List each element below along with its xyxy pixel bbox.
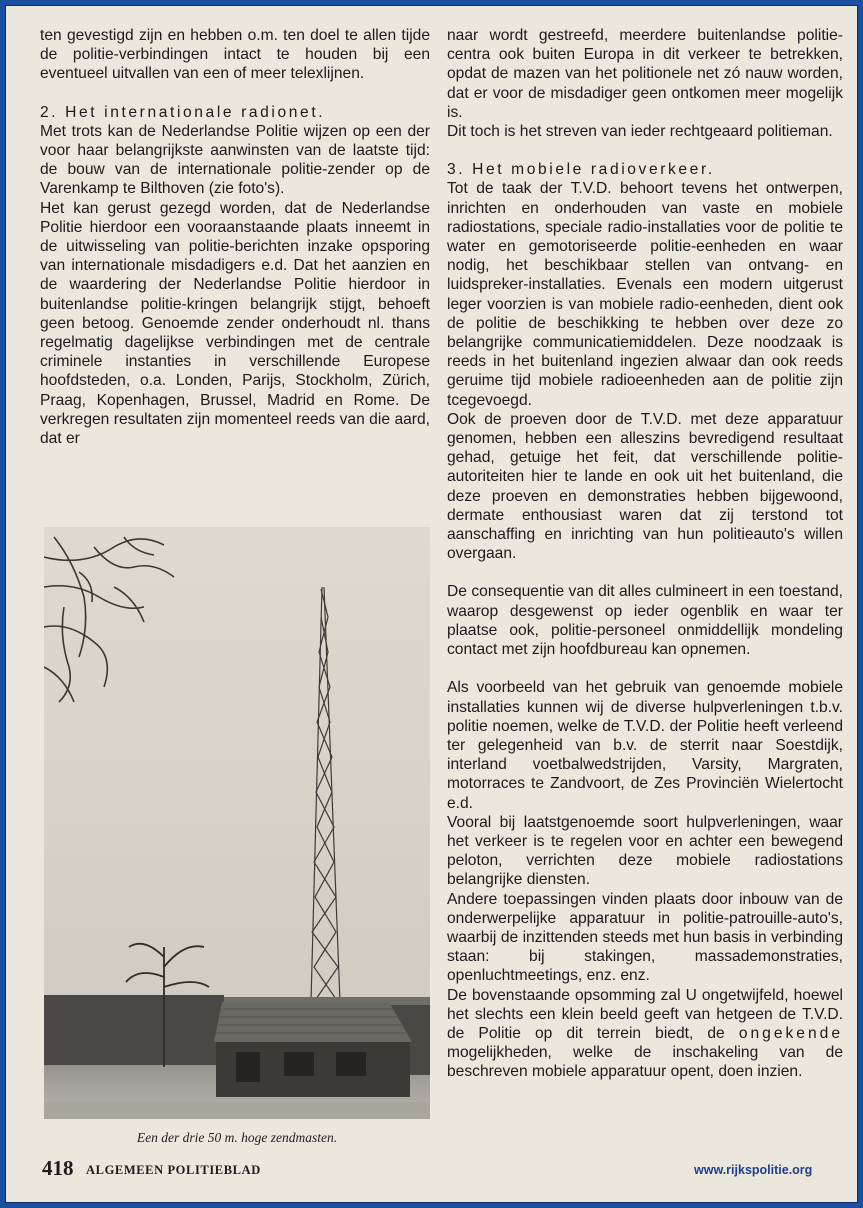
left-column [40,26,430,448]
right-column [447,26,843,1082]
section-3-paragraph-7 [447,986,843,1082]
continuation-paragraph: naar wordt gestreefd, meerdere buitenlandse politie-centra ook buiten Europa in dit verkeer te betrekken, opdat de mazen van het politionele net zó nauw worden, dat er voor de misdadiger geen ontkomen meer mogelijk is. [447,27,843,121]
section-2-paragraph-1: Met trots kan de Nederlandse Politie wijzen op een der voor haar belangrijkste aanwinsten van de laatste tijd: de bouw van de internationale politie-zender op de Varenkamp te Bilthoven (zie foto's). [40,122,430,198]
section-3-paragraph-2: Ook de proeven door de T.V.D. met deze apparatuur genomen, hebben een alleszins bevredigend resultaat gehad, getuige het feit, dat verschillende politie-autoriteiten hier te lande en ook uit het buitenland, die deze proeven en demonstraties hebben bijgewoond, dermate enthousiast waren dat zij terstond tot aanschaffing en inrichting van hun politieauto's willen overgaan. [447,410,843,563]
paragraph-7-end: mogelijkheden, welke de inschakeling van de beschreven mobiele apparatuur opent, doen inzien. [447,1044,843,1081]
page [5,5,858,1203]
photo-caption: Een der drie 50 m. hoge zendmasten. [136,1130,338,1145]
section-3-paragraph-1: Tot de taak der T.V.D. behoort tevens het ontwerpen, inrichten en onderhouden van vaste en mobiele radiostations, speciale radio-installaties voor de politie te water en gemotoriseerde politie-eenheden en waar nodig, het beschikbaar stellen van ontvang- en luidspreker-installaties. Evenals een modern uitgerust leger voorzien is van mobiele radio-eenheden, dient ook de politie de beschikking te hebben over deze zo belangrijke communicatiemiddelen. Deze noodzaak is reeds in het buitenland ingezien alwaar dan ook reeds geruime tijd mobiele radioeenheden aan de politie zijn tcegevoegd. [447,180,843,409]
section-3-heading: 3. Het mobiele radioverkeer. [447,161,715,179]
page-number: 418 [42,1156,74,1180]
section-2-paragraph-2: Het kan gerust gezegd worden, dat de Nederlandse Politie hierdoor een vooraanstaande plaats inneemt in de uitwisseling van politie-berichten inzake opsporing van internationale misdadigers e.d. Dat het aanzien en de waardering der Nederlandse Politie hierdoor in buitenlandse politie-kringen belangrijk stijgt, behoeft geen betoog. Genoemde zender onderhoudt nl. thans regelmatig dagelijkse verbindingen met de centrale criminele instanties in verschillende Europese hoofdsteden, o.a. Londen, Parijs, Stockholm, Zürich, Praag, Kopenhagen, Brussel, Madrid en Rome. De verkregen resultaten zijn momenteel reeds van die aard, dat er [40,199,430,448]
intro-paragraph: ten gevestigd zijn en hebben o.m. ten doel te allen tijde de politie-verbindingen intact te houden bij een eventueel uitvallen van een of meer telexlijnen. [40,27,430,83]
section-3-paragraph-6: Andere toepassingen vinden plaats door inbouw van de onderwerpelijke apparatuur in politie-patrouille-auto's, waarbij de inzittenden steeds met hun basis in verbinding staan: bij stakingen, massademonstraties, openluchtmeetings, enz. enz. [447,890,843,985]
section-2-heading: 2. Het internationale radionet. [40,103,326,121]
section-3-paragraph-5: Vooral bij laatstgenoemde soort hulpverleningen, waar het verkeer is te regelen voor en achter een bewegend peloton, verrichten deze mobiele radiostations belangrijke diensten. [447,813,843,889]
paragraph-7-start: De bovenstaande opsomming zal U ongetwijfeld, hoewel het slechts een klein beeld geeft van hetgeen de T.V.D. de Politie op dit terrein biedt, de [447,986,843,1042]
spaced-word: ongekende [738,1024,843,1042]
magazine-name: ALGEMEEN POLITIEBLAD [86,1163,261,1177]
radio-mast-photo [44,527,430,1119]
section-3-paragraph-3: De consequentie van dit alles culmineert in een toestand, waarop desgewenst op ieder ogenblik en waar ter plaatse ook, politie-personeel onmiddellijk mondeling contact met zijn hoofdbureau kan opnemen. [447,583,843,659]
website-link[interactable]: www.rijkspolitie.org [694,1163,813,1177]
continuation-paragraph-2: Dit toch is het streven van ieder rechtgeaard politieman. [447,123,833,141]
building [214,1002,412,1097]
section-3-paragraph-4: Als voorbeeld van het gebruik van genoemde mobiele installaties kunnen wij de diverse hulpverleningen t.b.v. politie noemen, welke de T.V.D. der Politie heeft verleend ter gelegenheid van b.v. de sterrit naar Soestdijk, interland voetbalwedstrijden, Varsity, Margraten, motorraces te Zandvoort, de Zes Provinciën Wielertocht e.d. [447,679,843,812]
